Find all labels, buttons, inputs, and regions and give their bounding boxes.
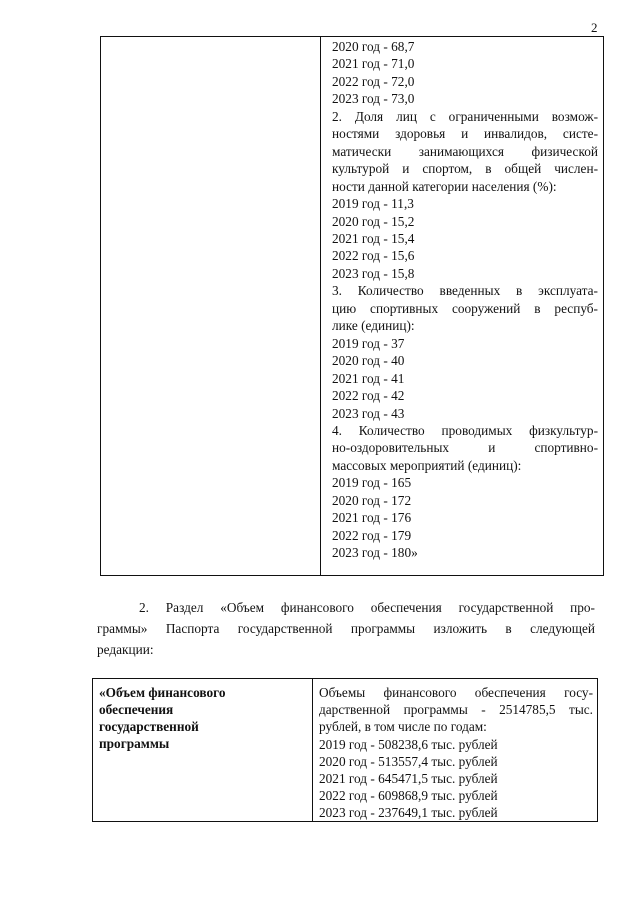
text-line: 2019 год - 37 — [332, 335, 405, 351]
text-line: 4. Количество проводимых физкультур- — [332, 422, 598, 438]
text-line: дарственной программы - 2514785,5 тыс. — [319, 702, 593, 718]
column-divider — [312, 679, 313, 821]
text-line: 2021 год - 41 — [332, 370, 405, 386]
text-line: 2021 год - 71,0 — [332, 56, 415, 72]
text-line: 2023 год - 180» — [332, 545, 418, 561]
text-line: лике (единиц): — [332, 318, 415, 334]
paragraph-line: редакции: — [97, 642, 154, 657]
text-line: 2020 год - 40 — [332, 353, 405, 369]
paragraph-line: граммы» Паспорта государственной программы изложить в следующей — [97, 621, 595, 636]
text-line: 3. Количество введенных в эксплуата- — [332, 283, 598, 299]
text-line: 2022 год - 609868,9 тыс. рублей — [319, 788, 498, 804]
text-line: 2023 год - 73,0 — [332, 91, 415, 107]
body-paragraph — [97, 597, 595, 660]
text-line: массовых мероприятий (единиц): — [332, 457, 522, 473]
heading-line: обеспечения — [99, 702, 174, 717]
heading-line: программы — [99, 736, 170, 751]
column-divider — [320, 37, 321, 575]
text-line: 2019 год - 11,3 — [332, 196, 414, 212]
paragraph-line: 2. Раздел «Объем финансового обеспечения государственной про- — [139, 600, 595, 615]
text-line: 2019 год - 165 — [332, 475, 412, 491]
text-line: ностями здоровья и инвалидов, систе- — [332, 126, 598, 142]
text-line: 2. Доля лиц с ограниченными возмож- — [332, 108, 598, 124]
text-line: 2019 год - 508238,6 тыс. рублей — [319, 736, 498, 752]
text-line: рублей, в том числе по годам: — [319, 719, 487, 735]
text-line: 2020 год - 68,7 — [332, 39, 415, 54]
text-line: 2021 год - 645471,5 тыс. рублей — [319, 771, 498, 787]
text-line: 2022 год - 15,6 — [332, 248, 415, 264]
text-line: 2023 год - 237649,1 тыс. рублей — [319, 805, 498, 821]
text-line: 2021 год - 176 — [332, 510, 412, 526]
text-line: матически занимающихся физической — [332, 143, 598, 159]
funding-table — [92, 678, 598, 822]
text-line: культурой и спортом, в общей числен- — [332, 161, 598, 177]
indicators-table — [100, 36, 604, 576]
indicators-cell — [332, 38, 598, 562]
text-line: 2022 год - 179 — [332, 527, 412, 543]
text-line: 2023 год - 43 — [332, 405, 405, 421]
text-line: но-оздоровительных и спортивно- — [332, 440, 598, 456]
text-line: цию спортивных сооружений в респуб- — [332, 300, 598, 316]
text-line: 2020 год - 172 — [332, 492, 412, 508]
text-line: 2022 год - 42 — [332, 388, 405, 404]
page-number: 2 — [591, 20, 598, 35]
text-line: ности данной категории населения (%): — [332, 178, 557, 194]
text-line: 2020 год - 15,2 — [332, 213, 415, 229]
funding-values-cell — [319, 684, 593, 822]
text-line: Объемы финансового обеспечения госу- — [319, 685, 593, 700]
text-line: 2023 год - 15,8 — [332, 265, 415, 281]
text-line: 2022 год - 72,0 — [332, 73, 415, 89]
funding-heading-cell — [99, 684, 305, 752]
heading-line: «Объем финансового — [99, 685, 226, 700]
text-line: 2021 год - 15,4 — [332, 230, 415, 246]
heading-line: государственной — [99, 719, 199, 734]
text-line: 2020 год - 513557,4 тыс. рублей — [319, 753, 498, 769]
